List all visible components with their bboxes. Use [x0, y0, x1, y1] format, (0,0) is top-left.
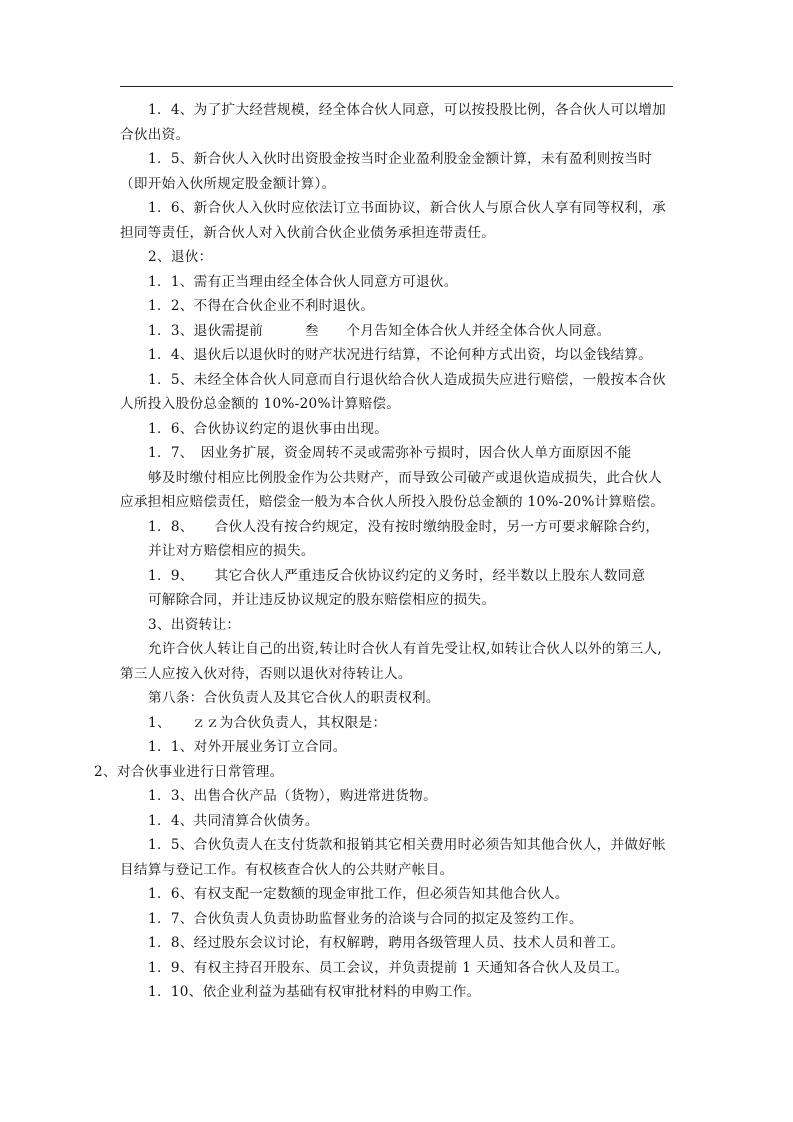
paragraph: 1．5、合伙负责人在支付货款和报销其它相关费用时必须告知其他合伙人，并做好帐目结算与登记工作。有权核查合伙人的公共财产帐目。	[120, 837, 667, 878]
paragraph: 1．7、 因业务扩展，资金周转不灵或需弥补亏损时，因合伙人单方面原因不能	[148, 445, 632, 461]
paragraph: 1．10、依企业利益为基础有权审批材料的申购工作。	[148, 984, 481, 1000]
paragraph: 1．5、新合伙人入伙时出资股金按当时企业盈利股金金额计算，未有盈利则按当时（即开始入伙所规定股金额计算）。	[120, 151, 653, 192]
paragraph: 1．1、对外开展业务订立合同。	[148, 739, 347, 755]
paragraph: 1．4、为了扩大经营规模，经全体合伙人同意，可以按投股比例，各合伙人可以增加合伙出资。	[120, 102, 667, 143]
paragraph: 1．3、出售合伙产品（货物），购进常进货物。	[148, 788, 437, 804]
section-heading: 2、退伙：	[148, 249, 213, 265]
paragraph: 1．4、共同清算合伙债务。	[148, 812, 319, 829]
document-body	[94, 98, 673, 1005]
paragraph: 1．3、退伙需提前 叁 个月告知全体合伙人并经全体合伙人同意。	[148, 322, 611, 339]
paragraph: 允许合伙人转让自己的出资,转让时合伙人有首先受让权,如转让合伙人以外的第三人,第三人应按入伙对待，否则以退伙对待转让人。	[120, 641, 663, 682]
paragraph: 1．9、 其它合伙人严重违反合伙协议约定的义务时，经半数以上股东人数同意	[148, 567, 646, 584]
paragraph: 够及时缴付相应比例股金作为公共财产，而导致公司破产或退伙造成损失，此合伙人应承担相应赔偿责任，赔偿金一般为本合伙人所投入股份总金额的 10%-20%计算赔偿。	[120, 469, 665, 510]
paragraph: 2、对合伙事业进行日常管理。	[94, 763, 284, 780]
paragraph: 1．4、退伙后以退伙时的财产状况进行结算，不论何种方式出资，均以金钱结算。	[148, 347, 653, 363]
paragraph: 1．2、不得在合伙企业不利时退伙。	[148, 298, 375, 314]
paragraph: 1．9、有权主持召开股东、员工会议，并负责提前 1 天通知各合伙人及员工。	[148, 959, 629, 976]
paragraph: 1．6、合伙协议约定的退伙事由出现。	[148, 420, 389, 437]
header-rule	[120, 86, 673, 87]
paragraph: 1．1、需有正当理由经全体合伙人同意方可退伙。	[148, 273, 458, 290]
paragraph: 1．6、新合伙人入伙时应依法订立书面协议，新合伙人与原合伙人享有同等权利，承担同等责任，新合伙人对入伙前合伙企业债务承担连带责任。	[120, 200, 667, 241]
article-heading: 第八条：合伙负责人及其它合伙人的职责权利。	[148, 690, 440, 706]
section-heading: 3、出资转让：	[148, 616, 241, 633]
paragraph: 1．7、合伙负责人负责协助监督业务的洽谈与合同的拟定及签约工作。	[148, 910, 583, 927]
paragraph: 1、 ｚｚ为合伙负责人，其权限是：	[148, 714, 387, 731]
paragraph: 可解除合同，并让违反协议规定的股东赔偿相应的损失。	[148, 592, 496, 608]
paragraph: 1．8、 合伙人没有按合约规定，没有按时缴纳股金时，另一方可要求解除合约，	[148, 518, 660, 535]
paragraph: 1．5、未经全体合伙人同意而自行退伙给合伙人造成损失应进行赔偿，一般按本合伙人所投入股份总金额的 10%-20%计算赔偿。	[120, 371, 667, 412]
paragraph: 并让对方赔偿相应的损失。	[148, 543, 315, 559]
paragraph: 1．6、有权支配一定数额的现金审批工作，但必须告知其他合伙人。	[148, 886, 569, 902]
paragraph: 1．8、经过股东会议讨论，有权解聘，聘用各级管理人员、技术人员和普工。	[148, 935, 625, 951]
